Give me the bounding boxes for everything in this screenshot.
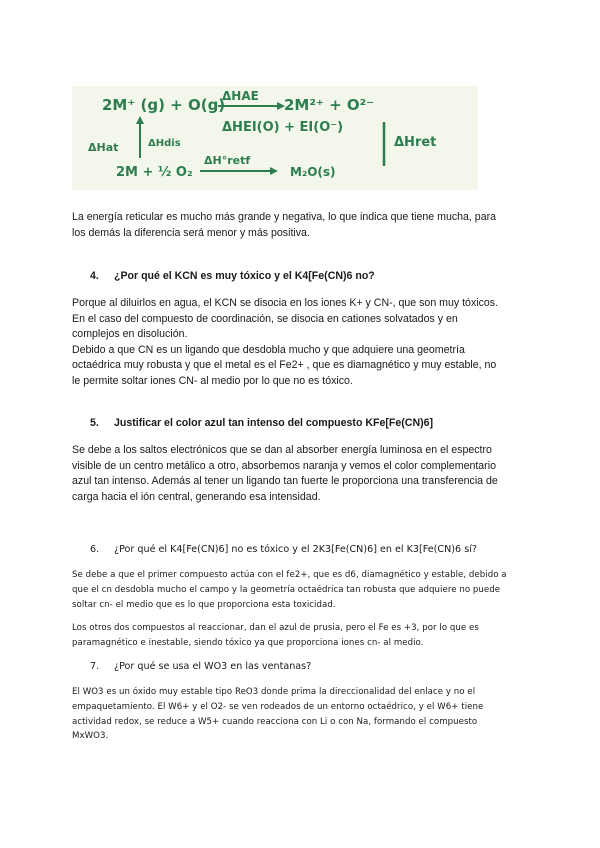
- text-line: Se debe a los saltos electrónicos que se dan al absorber energía luminosa en el espectro: [72, 444, 492, 456]
- text-line: azul tan intenso. Además al tener un ligando tan fuerte le proporciona una transferencia de: [72, 475, 498, 487]
- text-line: empaquetamiento. El W6+ y el O2- se ven rodeados de un entorno octaédrico, y el W6+ tiene: [72, 701, 484, 712]
- text-line: soltar cn- el medio que es lo que proporciona esta toxicidad.: [72, 599, 336, 610]
- answer-6-part-1: [72, 568, 528, 612]
- question-text: ¿Por qué el KCN es muy tóxico y el K4[Fe(CN)6 no?: [114, 270, 375, 282]
- text-line: los demás la diferencia será menor y más positiva.: [72, 226, 310, 239]
- answer-7: [72, 685, 528, 744]
- text-line: visible de un centro metálico a otro, absorbemos naranja y vemos el color complementario: [72, 459, 496, 472]
- paragraph-lattice-energy: [72, 210, 528, 241]
- question-number: 4.: [90, 270, 99, 282]
- question-number: 5.: [90, 417, 99, 429]
- question-text: Justificar el color azul tan intenso del compuesto KFe[Fe(CN)6]: [114, 417, 434, 429]
- answer-5: [72, 443, 528, 505]
- question-number: 6.: [90, 544, 100, 555]
- diagram-left-label: ΔHat: [88, 141, 119, 154]
- text-line: complejos en disolución.: [72, 328, 188, 340]
- diagram-bottom-reactants: 2M + ½ O₂: [116, 165, 193, 180]
- diagram-middle-terms: ΔHEI(O) + EI(O⁻): [222, 120, 344, 135]
- text-line: actividad redox, se reduce a W5+ cuando reacciona con Li o con Na, formando el compuesto: [72, 716, 478, 727]
- text-line: En el caso del compuesto de coordinación, se disocia en cationes solvatados y en: [72, 312, 458, 325]
- diagram-right-label: ΔHret: [394, 135, 437, 150]
- text-line: le permite soltar iones CN- al medio por lo que no es tóxico.: [72, 374, 353, 387]
- question-6-heading: [90, 543, 530, 557]
- born-haber-drawing: [72, 86, 478, 190]
- diagram-left-arrow-label: ΔHdis: [148, 138, 181, 149]
- text-line: MxWO3.: [72, 731, 109, 742]
- question-7-heading: [90, 660, 530, 674]
- question-5-heading: [90, 416, 530, 430]
- question-number: 7.: [90, 661, 100, 672]
- diagram-top-reactants: 2M⁺ (g) + O(g): [102, 96, 226, 114]
- diagram-bottom-product: M₂O(s): [290, 165, 336, 179]
- diagram-top-arrow-label: ΔHAE: [222, 89, 259, 103]
- text-line: carga hacia el ión central, generando esa intensidad.: [72, 490, 321, 503]
- question-text: ¿Por qué se usa el WO3 en las ventanas?: [114, 661, 312, 672]
- text-line: paramagnético e inestable, siendo tóxico ya que proporciona iones cn- al medio.: [72, 637, 424, 648]
- text-line: octaédrica muy robusta y que el metal es el Fe2+ , que es diamagnético y muy estable, no: [72, 359, 497, 371]
- question-4-heading: [90, 269, 530, 283]
- text-line: Porque al diluirlos en agua, el KCN se disocia en los iones K+ y CN-, que son muy tóxicos.: [72, 297, 499, 309]
- text-line: Se debe a que el primer compuesto actúa con el fe2+, que es d6, diamagnético y estable, debido a: [72, 570, 507, 580]
- text-line: La energía reticular es mucho más grande y negativa, lo que indica que tiene mucha, para: [72, 211, 497, 223]
- question-text: ¿Por qué el K4[Fe(CN)6] no es tóxico y el 2K3[Fe(CN)6] en el K3[Fe(CN)6 sí?: [114, 544, 477, 555]
- answer-4: [72, 296, 528, 389]
- text-line: que el cn desdobla mucho el campo y la geometría octaédrica tan robusta que adquiere no puede: [72, 584, 501, 595]
- text-line: Debido a que CN es un ligando que desdobla mucho y que adquiere una geometría: [72, 343, 465, 356]
- diagram-bottom-arrow-label: ΔH°retf: [204, 154, 251, 167]
- text-line: El WO3 es un óxido muy estable tipo ReO3 donde prima la direccionalidad del enlace y no el: [72, 687, 476, 697]
- text-line: Los otros dos compuestos al reaccionar, dan el azul de prusia, pero el Fe es +3, por lo que es: [72, 623, 479, 633]
- born-haber-diagram: [72, 86, 478, 190]
- answer-6-part-2: [72, 621, 528, 651]
- diagram-top-products: 2M²⁺ + O²⁻: [284, 96, 375, 114]
